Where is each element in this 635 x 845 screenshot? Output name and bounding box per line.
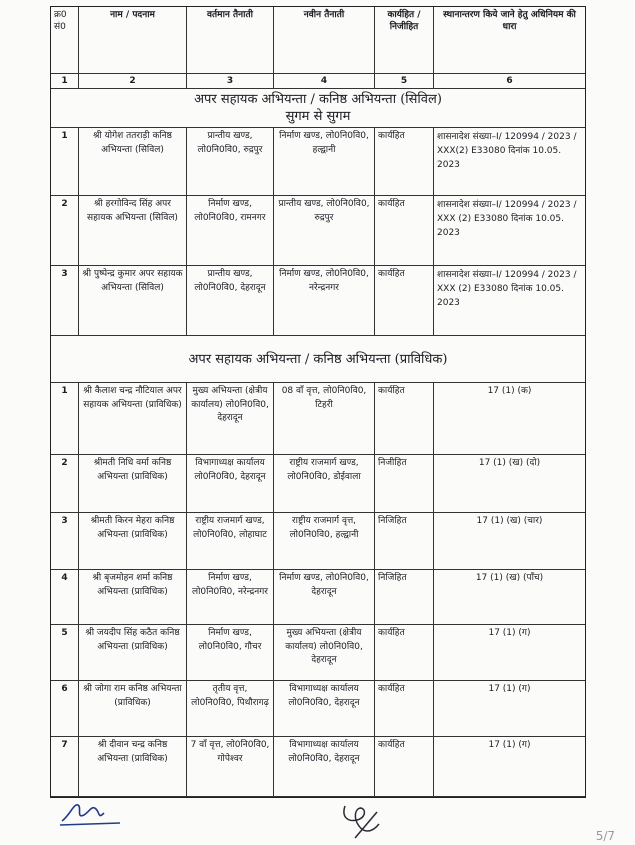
row-name: श्री जोगा राम कनिष्ठ अभियन्ता (प्राविधिक) xyxy=(79,681,187,737)
row-current-posting: निर्माण खण्ड, लो0नि0वि0, नरेन्द्रनगर xyxy=(187,570,274,625)
section-civil-heading xyxy=(51,89,585,128)
row-current-posting: राष्ट्रीय राजमार्ग खण्ड, लो0नि0वि0, लोहाघाट xyxy=(187,513,274,570)
row-name: श्री जयदीप सिंह कठैत कनिष्ठ अभियन्ता (प्राविधिक) xyxy=(79,625,187,681)
row-sno: 1 xyxy=(51,383,79,455)
row-new-posting: प्रान्तीय खण्ड, लो0नि0वि0, रुद्रपुर xyxy=(274,196,375,266)
row-order: शासनादेश संख्या–I/ 120994 / 2023 / XXX (2) E33080 दिनांक 10.05. 2023 xyxy=(434,196,585,266)
signature-mark-left xyxy=(58,797,128,831)
index-cell: 3 xyxy=(187,74,274,89)
row-interest: निजिहित xyxy=(375,513,434,570)
row-interest: कार्यहित xyxy=(375,196,434,266)
row-name: श्री कैलाश चन्द्र नौटियाल अपर सहायक अभियन्ता (प्राविधिक) xyxy=(79,383,187,455)
index-cell: 6 xyxy=(434,74,585,89)
header-name: नाम / पदनाम xyxy=(79,7,187,74)
row-new-posting: विभागाध्यक्ष कार्यालय लो0नि0वि0, देहरादून xyxy=(274,681,375,737)
row-new-posting: विभागाध्यक्ष कार्यालय लो0नि0वि0, देहरादून xyxy=(274,737,375,797)
row-current-posting: 7 वॉं वृत्त, लो0नि0वि0, गोपेश्वर xyxy=(187,737,274,797)
row-interest: निजिहित xyxy=(375,570,434,625)
row-order: 17 (1) (ख) (पॉंच) xyxy=(434,570,585,625)
row-name: श्री योगेश ततराड़ी कनिष्ठ अभियन्ता (सिविल) xyxy=(79,128,187,196)
row-new-posting: निर्माण खण्ड, लो0नि0वि0, देहरादून xyxy=(274,570,375,625)
row-sno: 3 xyxy=(51,266,79,336)
row-name: श्री हरगोविन्द सिंह अपर सहायक अभियन्ता (सिविल) xyxy=(79,196,187,266)
row-interest: कार्यहित xyxy=(375,266,434,336)
row-interest: कार्यहित xyxy=(375,625,434,681)
row-order: 17 (1) (ग) xyxy=(434,625,585,681)
row-name: श्री पुष्पेन्द्र कुमार अपर सहायक अभियन्ता (सिविल) xyxy=(79,266,187,336)
row-new-posting: निर्माण खण्ड, लो0नि0वि0, नरेन्द्रनगर xyxy=(274,266,375,336)
row-name: श्रीमती निधि वर्मा कनिष्ठ अभियन्ता (प्राविधिक) xyxy=(79,455,187,513)
row-sno: 7 xyxy=(51,737,79,797)
index-cell: 2 xyxy=(79,74,187,89)
row-current-posting: तृतीय वृत्त, लो0नि0वि0, पिथौरागढ़ xyxy=(187,681,274,737)
row-current-posting: प्रान्तीय खण्ड, लो0नि0वि0, रुद्रपुर xyxy=(187,128,274,196)
section-civil-subtitle: सुगम से सुगम xyxy=(285,109,351,124)
header-current-posting: वर्तमान तैनाती xyxy=(187,7,274,74)
row-current-posting: विभागाध्यक्ष कार्यालय लो0नि0वि0, देहरादून xyxy=(187,455,274,513)
row-current-posting: प्रान्तीय खण्ड, लो0नि0वि0, देहरादून xyxy=(187,266,274,336)
row-order: 17 (1) (ग) xyxy=(434,737,585,797)
row-new-posting: राष्ट्रीय राजमार्ग खण्ड, लो0नि0वि0, डोईवाला xyxy=(274,455,375,513)
row-name: श्री दीवान चन्द्र कनिष्ठ अभियन्ता (प्राविधिक) xyxy=(79,737,187,797)
row-sno: 5 xyxy=(51,625,79,681)
row-order: शासनादेश संख्या–I/ 120994 / 2023 / XXX (2) E33080 दिनांक 10.05. 2023 xyxy=(434,266,585,336)
signature-mark-center xyxy=(335,800,385,842)
row-order: 17 (1) (ख) (दो) xyxy=(434,455,585,513)
transfer-table xyxy=(50,6,586,798)
row-sno: 6 xyxy=(51,681,79,737)
page-number: 5/7 xyxy=(595,829,615,843)
row-sno: 1 xyxy=(51,128,79,196)
header-new-posting: नवीन तैनाती xyxy=(274,7,375,74)
row-sno: 2 xyxy=(51,196,79,266)
row-sno: 2 xyxy=(51,455,79,513)
row-name: श्रीमती किरन मेहरा कनिष्ठ अभियन्ता (प्राविधिक) xyxy=(79,513,187,570)
section-civil-title: अपर सहायक अभियन्ता / कनिष्ठ अभियन्ता (सिविल) xyxy=(194,92,442,107)
header-act-section: स्थानान्तरण किये जाने हेतु अधिनियम की धारा xyxy=(434,7,585,74)
row-new-posting: राष्ट्रीय राजमार्ग वृत्त, लो0नि0वि0, हल्द्वानी xyxy=(274,513,375,570)
header-sno: क्र0 सं0 xyxy=(51,7,79,74)
header-interest: कार्यहित / निजीहित xyxy=(375,7,434,74)
row-current-posting: निर्माण खण्ड, लो0नि0वि0, रामनगर xyxy=(187,196,274,266)
row-order: 17 (1) (ग) xyxy=(434,681,585,737)
row-new-posting: निर्माण खण्ड, लो0नि0वि0, हल्द्वानी xyxy=(274,128,375,196)
row-sno: 4 xyxy=(51,570,79,625)
row-current-posting: निर्माण खण्ड, लो0नि0वि0, गौचर xyxy=(187,625,274,681)
row-current-posting: मुख्य अभियन्ता (क्षेत्रीय कार्यालय) लो0नि0वि0, देहरादून xyxy=(187,383,274,455)
row-name: श्री बृजमोहन शर्मा कनिष्ठ अभियन्ता (प्राविधिक) xyxy=(79,570,187,625)
row-order: शासनादेश संख्या–I/ 120994 / 2023 / XXX(2) E33080 दिनांक 10.05. 2023 xyxy=(434,128,585,196)
row-new-posting: 08 वॉं वृत्त, लो0नि0वि0, टिहरी xyxy=(274,383,375,455)
index-cell: 4 xyxy=(274,74,375,89)
row-interest: कार्यहित xyxy=(375,128,434,196)
row-interest: निजीहित xyxy=(375,455,434,513)
index-cell: 5 xyxy=(375,74,434,89)
row-interest: कार्यहित xyxy=(375,681,434,737)
section-technical-title: अपर सहायक अभियन्ता / कनिष्ठ अभियन्ता (प्राविधिक) xyxy=(51,336,585,383)
row-sno: 3 xyxy=(51,513,79,570)
index-cell: 1 xyxy=(51,74,79,89)
row-interest: कार्यहित xyxy=(375,383,434,455)
row-order: 17 (1) (ख) (चार) xyxy=(434,513,585,570)
row-interest: कार्यहित xyxy=(375,737,434,797)
row-new-posting: मुख्य अभियन्ता (क्षेत्रीय कार्यालय) लो0नि0वि0, देहरादून xyxy=(274,625,375,681)
row-order: 17 (1) (क) xyxy=(434,383,585,455)
